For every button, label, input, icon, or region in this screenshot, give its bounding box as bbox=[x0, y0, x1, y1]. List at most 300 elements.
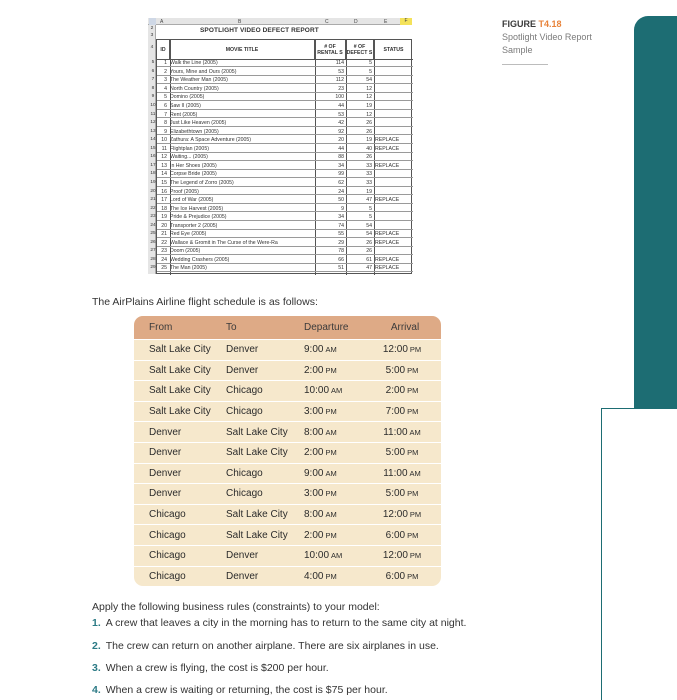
schedule-intro: The AirPlains Airline flight schedule is as follows: bbox=[92, 296, 318, 308]
cell-departure bbox=[304, 443, 369, 463]
cell-movie-title: North Country (2005) bbox=[170, 85, 219, 92]
schedule-row bbox=[134, 401, 441, 422]
arrival-ampm: PM bbox=[407, 386, 419, 396]
cell-to: Salt Lake City bbox=[226, 509, 288, 521]
cell-id: 7 bbox=[164, 111, 167, 118]
departure-ampm: PM bbox=[325, 571, 337, 581]
cell-departure bbox=[304, 361, 369, 381]
arrival-time: 6:00 bbox=[385, 529, 406, 541]
column-header-bar bbox=[148, 18, 412, 25]
cell-id: 22 bbox=[161, 239, 167, 246]
figure-number: T4.18 bbox=[538, 19, 562, 29]
cell-rentals: 78 bbox=[338, 248, 344, 255]
cell-rentals: 88 bbox=[338, 154, 344, 161]
cell-defects: 26 bbox=[366, 248, 372, 255]
row-number: 11 bbox=[150, 111, 156, 117]
schedule-row bbox=[134, 566, 441, 587]
cell-movie-title: Walk the Line (2005) bbox=[170, 60, 218, 67]
cell-departure bbox=[304, 402, 369, 422]
cell-departure bbox=[304, 381, 369, 401]
rule-number: 2. bbox=[92, 640, 101, 652]
spreadsheet-row bbox=[150, 197, 413, 204]
row-number: 12 bbox=[150, 120, 156, 126]
spreadsheet-row bbox=[150, 214, 413, 221]
departure-time: 2:00 bbox=[304, 529, 324, 541]
spreadsheet-row bbox=[151, 77, 413, 84]
cell-defects: 26 bbox=[366, 239, 372, 246]
cell-status: REPLACE bbox=[375, 231, 400, 238]
cell-id: 17 bbox=[161, 197, 167, 204]
spreadsheet-row bbox=[150, 265, 413, 272]
departure-time: 2:00 bbox=[304, 364, 324, 376]
column-letter-selected: F bbox=[400, 18, 412, 25]
cell-movie-title: Doom (2005) bbox=[170, 248, 201, 255]
page-edge-frame bbox=[601, 408, 677, 700]
row-number: 25 bbox=[150, 231, 156, 237]
spreadsheet-row bbox=[150, 145, 413, 153]
departure-ampm: AM bbox=[325, 345, 337, 355]
cell-departure bbox=[304, 505, 369, 525]
cell-rentals: 74 bbox=[338, 222, 344, 229]
cell-defects: 33 bbox=[366, 179, 372, 186]
departure-time: 2:00 bbox=[304, 447, 324, 459]
column-letter: A bbox=[160, 18, 164, 25]
departure-time: 3:00 bbox=[304, 406, 324, 418]
schedule-row bbox=[134, 442, 441, 463]
select-all-corner bbox=[149, 18, 156, 25]
spreadsheet-row bbox=[151, 68, 413, 76]
departure-ampm: PM bbox=[325, 530, 337, 540]
spreadsheet-row bbox=[150, 103, 413, 110]
cell-movie-title: Waiting... (2005) bbox=[170, 154, 208, 161]
cell-rentals: 20 bbox=[338, 137, 344, 144]
cell-id: 3 bbox=[164, 77, 167, 84]
cell-movie-title: Zathura: A Space Adventure (2005) bbox=[170, 137, 252, 144]
schedule-row bbox=[134, 421, 441, 442]
schedule-row bbox=[134, 483, 441, 504]
cell-defects: 5 bbox=[369, 214, 372, 221]
spreadsheet-row bbox=[150, 111, 413, 118]
cell-id: 20 bbox=[161, 222, 167, 229]
cell-movie-title: Flightplan (2005) bbox=[170, 145, 209, 152]
cell-movie-title: The Man (2005) bbox=[170, 265, 207, 272]
cell-defects: 19 bbox=[366, 137, 372, 144]
cell-rentals: 44 bbox=[338, 103, 344, 110]
arrival-ampm: PM bbox=[409, 510, 422, 520]
cell-movie-title: Transporter 2 (2005) bbox=[170, 222, 218, 229]
cell-from: Chicago bbox=[149, 550, 186, 562]
row-number: 7 bbox=[151, 77, 155, 83]
cell-defects: 5 bbox=[369, 205, 372, 212]
cell-status: REPLACE bbox=[375, 239, 400, 246]
arrival-time: 11:00 bbox=[383, 467, 408, 479]
departure-time: 8:00 bbox=[304, 509, 324, 521]
header-rentals: # OF RENTAL S bbox=[315, 40, 346, 60]
cell-movie-title: The Weather Man (2005) bbox=[170, 77, 228, 84]
cell-rentals: 24 bbox=[338, 188, 344, 195]
cell-movie-title: Proof (2005) bbox=[170, 188, 199, 195]
row-number: 13 bbox=[150, 128, 156, 134]
arrival-time: 5:00 bbox=[385, 447, 406, 459]
departure-time: 4:00 bbox=[304, 570, 324, 582]
cell-defects: 26 bbox=[366, 128, 372, 135]
rule-item bbox=[92, 640, 439, 652]
header-from: From bbox=[149, 322, 173, 333]
arrival-ampm: PM bbox=[407, 571, 419, 581]
departure-ampm: PM bbox=[325, 407, 337, 417]
arrival-time: 2:00 bbox=[385, 385, 406, 397]
spreadsheet-row bbox=[150, 137, 413, 144]
spreadsheet-row bbox=[150, 171, 413, 178]
cell-defects: 12 bbox=[366, 85, 372, 92]
header-id: ID bbox=[157, 40, 170, 60]
departure-time: 9:00 bbox=[304, 467, 324, 479]
cell-arrival bbox=[369, 525, 441, 545]
column-letter: C bbox=[325, 18, 329, 25]
cell-defects: 33 bbox=[366, 162, 372, 169]
cell-from: Salt Lake City bbox=[149, 344, 211, 356]
cell-id: 8 bbox=[164, 120, 167, 127]
cell-to: Chicago bbox=[226, 385, 263, 397]
cell-rentals: 44 bbox=[338, 145, 344, 152]
departure-ampm: AM bbox=[325, 427, 337, 437]
cell-departure bbox=[304, 567, 369, 587]
cell-rentals: 100 bbox=[335, 94, 344, 101]
cell-departure bbox=[304, 525, 369, 545]
cell-movie-title: Pride & Prejudice (2005) bbox=[170, 214, 227, 221]
row-number: 28 bbox=[150, 256, 156, 262]
column-letter: E bbox=[384, 18, 388, 25]
cell-status: REPLACE bbox=[375, 145, 400, 152]
row-number: 15 bbox=[150, 145, 156, 151]
cell-movie-title: Corpse Bride (2005) bbox=[170, 171, 217, 178]
row-number: 14 bbox=[150, 137, 156, 143]
arrival-ampm: PM bbox=[409, 345, 422, 355]
cell-status: REPLACE bbox=[375, 137, 400, 144]
rule-text: The crew can return on another airplane. There are six airplanes in use. bbox=[105, 640, 439, 652]
cell-id: 5 bbox=[164, 94, 167, 101]
cell-movie-title: Elizabethtown (2005) bbox=[170, 128, 219, 135]
rule-number: 4. bbox=[92, 684, 101, 696]
departure-time: 3:00 bbox=[304, 488, 324, 500]
header-departure: Departure bbox=[304, 322, 349, 333]
header-status: STATUS bbox=[383, 47, 404, 53]
cell-from: Denver bbox=[149, 467, 182, 479]
cell-to: Chicago bbox=[226, 488, 263, 500]
row-number: 6 bbox=[151, 68, 155, 74]
schedule-row bbox=[134, 463, 441, 484]
cell-rentals: 51 bbox=[338, 265, 344, 272]
cell-id: 12 bbox=[161, 154, 167, 161]
cell-id: 16 bbox=[161, 188, 167, 195]
cell-id: 10 bbox=[161, 137, 167, 144]
cell-from: Denver bbox=[149, 488, 182, 500]
cell-id: 2 bbox=[164, 68, 167, 75]
departure-ampm: AM bbox=[331, 551, 343, 561]
cell-id: 19 bbox=[161, 214, 167, 221]
departure-time: 10:00 bbox=[304, 550, 330, 562]
cell-defects: 26 bbox=[366, 154, 372, 161]
cell-to: Salt Lake City bbox=[226, 529, 288, 541]
spreadsheet-row bbox=[150, 231, 413, 238]
cell-id: 23 bbox=[161, 248, 167, 255]
cell-movie-title: In Her Shoes (2005) bbox=[170, 162, 217, 169]
cell-arrival bbox=[369, 464, 441, 484]
cell-status: REPLACE bbox=[375, 162, 400, 169]
departure-time: 10:00 bbox=[304, 385, 330, 397]
cell-from: Salt Lake City bbox=[149, 385, 211, 397]
cell-defects: 47 bbox=[366, 197, 372, 204]
cell-defects: 54 bbox=[366, 77, 372, 84]
arrival-ampm: PM bbox=[407, 448, 419, 458]
cell-rentals: 53 bbox=[338, 111, 344, 118]
column-letter: D bbox=[354, 18, 358, 25]
row-number: 19 bbox=[150, 179, 156, 185]
cell-rentals: 29 bbox=[338, 239, 344, 246]
figure-label: FIGURE bbox=[502, 19, 537, 29]
cell-from: Denver bbox=[149, 447, 182, 459]
cell-movie-title: Just Like Heaven (2005) bbox=[170, 120, 227, 127]
cell-movie-title: Saw II (2005) bbox=[170, 103, 201, 110]
arrival-time: 12:00 bbox=[382, 550, 408, 562]
arrival-ampm: PM bbox=[407, 489, 419, 499]
spreadsheet-row bbox=[150, 222, 413, 229]
cell-rentals: 62 bbox=[338, 179, 344, 186]
arrival-time: 12:00 bbox=[382, 344, 408, 356]
row-number: 10 bbox=[150, 103, 156, 109]
schedule-row bbox=[134, 545, 441, 566]
row-number: 22 bbox=[150, 205, 156, 211]
cell-rentals: 55 bbox=[338, 231, 344, 238]
cell-defects: 54 bbox=[366, 222, 372, 229]
cell-departure bbox=[304, 464, 369, 484]
cell-departure bbox=[304, 422, 369, 442]
spreadsheet-row bbox=[150, 248, 413, 255]
cell-id: 13 bbox=[161, 162, 167, 169]
arrival-time: 5:00 bbox=[385, 364, 406, 376]
arrival-ampm: PM bbox=[407, 407, 419, 417]
row-number: 18 bbox=[150, 171, 156, 177]
cell-from: Chicago bbox=[149, 570, 186, 582]
cell-id: 11 bbox=[161, 145, 167, 152]
cell-rentals: 92 bbox=[338, 128, 344, 135]
cell-defects: 19 bbox=[366, 188, 372, 195]
row-number: 16 bbox=[150, 154, 156, 160]
spreadsheet-row bbox=[151, 85, 413, 93]
schedule-rows bbox=[134, 339, 441, 586]
cell-arrival bbox=[369, 443, 441, 463]
cell-defects: 12 bbox=[366, 111, 372, 118]
spreadsheet-row bbox=[150, 239, 413, 247]
row-number: 23 bbox=[150, 214, 156, 220]
cell-arrival bbox=[369, 361, 441, 381]
cell-defects: 61 bbox=[366, 256, 372, 263]
caption-divider bbox=[502, 64, 548, 65]
cell-rentals: 114 bbox=[335, 60, 344, 67]
cell-defects: 12 bbox=[366, 94, 372, 101]
rules-intro: Apply the following business rules (constraints) to your model: bbox=[92, 601, 380, 613]
cell-to: Denver bbox=[226, 570, 259, 582]
cell-arrival bbox=[369, 546, 441, 566]
cell-to: Salt Lake City bbox=[226, 426, 288, 438]
cell-defects: 5 bbox=[369, 60, 372, 67]
cell-defects: 5 bbox=[369, 68, 372, 75]
rule-item bbox=[92, 684, 388, 696]
cell-id: 15 bbox=[161, 179, 167, 186]
cell-arrival bbox=[369, 505, 441, 525]
rule-text: A crew that leaves a city in the morning has to return to the same city at night. bbox=[105, 617, 467, 629]
departure-time: 8:00 bbox=[304, 426, 324, 438]
figure-caption bbox=[502, 18, 592, 65]
departure-ampm: AM bbox=[331, 386, 343, 396]
cell-defects: 40 bbox=[366, 145, 372, 152]
cell-rentals: 50 bbox=[338, 197, 344, 204]
departure-time: 9:00 bbox=[304, 344, 324, 356]
rule-text: When a crew is flying, the cost is $200 per hour. bbox=[105, 662, 329, 674]
cell-id: 24 bbox=[161, 256, 167, 263]
spreadsheet-row bbox=[150, 154, 413, 161]
spreadsheet-row bbox=[150, 162, 413, 170]
cell-movie-title: Rent (2005) bbox=[170, 111, 198, 118]
cell-rentals: 53 bbox=[338, 68, 344, 75]
cell-arrival bbox=[369, 422, 441, 442]
cell-movie-title: Lord of War (2005) bbox=[170, 197, 214, 204]
cell-departure bbox=[304, 484, 369, 504]
cell-from: Salt Lake City bbox=[149, 406, 211, 418]
cell-id: 21 bbox=[161, 231, 167, 238]
cell-to: Chicago bbox=[226, 467, 263, 479]
cell-to: Denver bbox=[226, 344, 259, 356]
spreadsheet-row bbox=[150, 120, 413, 127]
row-number: 29 bbox=[150, 265, 156, 271]
arrival-time: 12:00 bbox=[382, 509, 408, 521]
cell-movie-title: Wallace & Gromit in The Curse of the Were-Ra bbox=[170, 239, 278, 246]
cell-departure bbox=[304, 546, 369, 566]
schedule-header-row bbox=[134, 316, 441, 339]
cell-rentals: 34 bbox=[338, 214, 344, 221]
cell-rentals: 23 bbox=[338, 85, 344, 92]
spreadsheet-grid bbox=[150, 39, 412, 274]
arrival-ampm: AM bbox=[409, 427, 421, 437]
spreadsheet-row bbox=[150, 256, 413, 264]
spreadsheet-row bbox=[150, 205, 413, 212]
cell-movie-title: The Ice Harvest (2005) bbox=[170, 205, 224, 212]
row-number: 9 bbox=[151, 94, 155, 100]
cell-departure bbox=[304, 340, 369, 360]
cell-rentals: 42 bbox=[338, 120, 344, 127]
row-number: 17 bbox=[150, 162, 156, 168]
cell-defects: 33 bbox=[366, 171, 372, 178]
cell-rentals: 112 bbox=[335, 77, 344, 84]
schedule-row bbox=[134, 504, 441, 525]
cell-from: Salt Lake City bbox=[149, 364, 211, 376]
cell-to: Denver bbox=[226, 364, 259, 376]
rule-item bbox=[92, 617, 466, 629]
row-header-bar: 2 3 4 bbox=[148, 25, 156, 274]
cell-arrival bbox=[369, 402, 441, 422]
cell-movie-title: The Legend of Zorro (2005) bbox=[170, 179, 234, 186]
rule-number: 3. bbox=[92, 662, 101, 674]
column-letter: B bbox=[238, 18, 242, 25]
schedule-row bbox=[134, 339, 441, 360]
arrival-time: 7:00 bbox=[385, 406, 406, 418]
arrival-time: 6:00 bbox=[385, 570, 406, 582]
flight-schedule-table bbox=[134, 316, 441, 586]
cell-to: Denver bbox=[226, 550, 259, 562]
header-to: To bbox=[226, 322, 237, 333]
cell-id: 25 bbox=[161, 265, 167, 272]
cell-defects: 19 bbox=[366, 103, 372, 110]
cell-defects: 47 bbox=[366, 265, 372, 272]
cell-arrival bbox=[369, 381, 441, 401]
cell-arrival bbox=[369, 340, 441, 360]
spreadsheet-row bbox=[150, 179, 413, 187]
rule-number: 1. bbox=[92, 617, 101, 629]
schedule-row bbox=[134, 360, 441, 381]
cell-to: Chicago bbox=[226, 406, 263, 418]
schedule-row bbox=[134, 380, 441, 401]
arrival-ampm: PM bbox=[407, 365, 419, 375]
departure-ampm: AM bbox=[325, 510, 337, 520]
cell-status: REPLACE bbox=[375, 256, 400, 263]
cell-status: REPLACE bbox=[375, 265, 400, 272]
row-number: 27 bbox=[150, 248, 156, 254]
row-number: 8 bbox=[151, 85, 155, 91]
cell-movie-title: Red Eye (2005) bbox=[170, 231, 207, 238]
spreadsheet-title: SPOTLIGHT VIDEO DEFECT REPORT bbox=[200, 27, 319, 34]
cell-rentals: 34 bbox=[338, 162, 344, 169]
cell-movie-title: Yours, Mine and Ours (2005) bbox=[170, 68, 237, 75]
schedule-row bbox=[134, 524, 441, 545]
rule-text: When a crew is waiting or returning, the cost is $75 per hour. bbox=[105, 684, 388, 696]
cell-id: 9 bbox=[164, 128, 167, 135]
cell-rentals: 99 bbox=[338, 171, 344, 178]
departure-ampm: PM bbox=[325, 489, 337, 499]
row-number: 21 bbox=[150, 197, 156, 203]
header-defects: # OF DEFECT S bbox=[346, 40, 374, 60]
arrival-time: 11:00 bbox=[383, 426, 408, 438]
row-number: 20 bbox=[150, 188, 156, 194]
rule-item bbox=[92, 662, 329, 674]
row-number: 24 bbox=[150, 222, 156, 228]
cell-arrival bbox=[369, 567, 441, 587]
departure-ampm: PM bbox=[325, 448, 337, 458]
cell-defects: 26 bbox=[366, 120, 372, 127]
cell-movie-title: Wedding Crashers (2005) bbox=[170, 256, 230, 263]
cell-to: Salt Lake City bbox=[226, 447, 288, 459]
spreadsheet-row bbox=[151, 94, 413, 101]
cell-id: 18 bbox=[161, 205, 167, 212]
cell-movie-title: Domino (2005) bbox=[170, 94, 205, 101]
departure-ampm: PM bbox=[325, 365, 337, 375]
header-arrival: Arrival bbox=[390, 322, 420, 333]
cell-from: Chicago bbox=[149, 529, 186, 541]
header-movie-title: MOVIE TITLE bbox=[170, 40, 315, 60]
cell-rentals: 9 bbox=[341, 205, 344, 212]
cell-id: 6 bbox=[164, 103, 167, 110]
departure-ampm: AM bbox=[325, 468, 337, 478]
spreadsheet-row bbox=[150, 128, 413, 135]
cell-status: REPLACE bbox=[375, 197, 400, 204]
cell-rentals: 66 bbox=[338, 256, 344, 263]
cell-defects: 54 bbox=[366, 231, 372, 238]
row-number: 26 bbox=[150, 239, 156, 245]
arrival-ampm: PM bbox=[407, 530, 419, 540]
row-number: 5 bbox=[151, 60, 155, 66]
spreadsheet-row bbox=[150, 188, 413, 195]
cell-id: 4 bbox=[164, 85, 167, 92]
cell-id: 14 bbox=[161, 171, 167, 178]
